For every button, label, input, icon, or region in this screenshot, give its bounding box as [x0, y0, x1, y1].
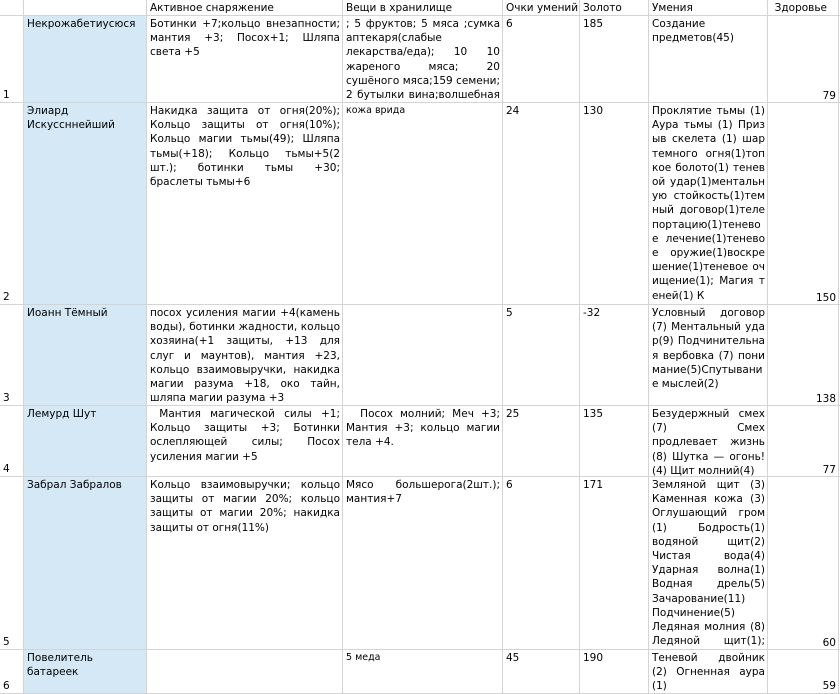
header-health[interactable]: Здоровье — [774, 2, 827, 14]
cell-health[interactable]: 150 — [815, 292, 836, 304]
cell-skill-points[interactable]: 25 — [506, 408, 520, 420]
cell-storage[interactable]: кожа врида — [346, 105, 406, 116]
header-skill-points[interactable]: Очки умений — [506, 2, 579, 14]
cell-gold[interactable]: 185 — [583, 18, 604, 30]
cell-name[interactable]: Некрожабетиусюся — [27, 18, 136, 30]
cell-skills[interactable]: Условный договор(7) Ментальный удар(9) Подчинительная вербовка (7) понимание(5)Спутывание мыслей(2) — [652, 307, 765, 391]
cell-equipment[interactable]: Накидка защита от огня(20%); Кольцо защиты от огня(10%); Кольцо магии тьмы(49); Шляпа тьмы(+18); Кольцо тьмы+5(2 шт.); ботинки тьмы +30; браслеты тьмы+6 — [150, 105, 340, 189]
header-storage[interactable]: Вещи в хранилище — [346, 2, 453, 14]
cell-skills[interactable]: Создание предметов(45) — [652, 18, 734, 45]
cell-health[interactable]: 138 — [815, 393, 836, 405]
cell-skill-points[interactable]: 45 — [506, 652, 520, 664]
cell-skills[interactable]: Земляной щит (3) Каменная кожа (3) Оглушающий гром (1) Бодрость(1) водяной щит(2) Чистая вода(4) Ударная волна(1) Водная дрель(5) Зачарование(11) Подчинение(5) Ледяная молния (8) Ледяной щит(1); — [652, 479, 765, 648]
cell-skill-points[interactable]: 24 — [506, 105, 520, 117]
cell-health[interactable]: 60 — [822, 637, 836, 649]
row-number: 5 — [3, 636, 10, 648]
cell-name[interactable]: Лемурд Шут — [27, 408, 97, 420]
cell-equipment[interactable]: посох усиления магии +4(камень воды), ботинки жадности, кольцо хозяина(+1 защиты, +13 для слуг и маунтов), мантия +23, кольцо взаимовыручки, накидка магии разума +18, око тайн, шляпа магии разума +3 — [150, 307, 340, 405]
row-number: 4 — [3, 463, 10, 475]
cell-health[interactable]: 59 — [822, 680, 836, 692]
cell-storage[interactable]: ; 5 фруктов; 5 мяса ;сумка аптекаря(слабые лекарства/еда); 10 10 жареного мяса; 20 сушёного мяса;159 семени; 2 бутылки вина;волшебная — [346, 18, 500, 102]
cell-storage[interactable] — [343, 305, 503, 406]
cell-storage[interactable]: 5 меда — [346, 652, 381, 663]
cell-skills[interactable]: Безудержный смех (7) Смех продлевает жизнь (8) Шутка — огонь! (4) Щит молний(4) — [652, 408, 765, 477]
cell-equipment[interactable] — [147, 650, 343, 694]
row-number: 2 — [3, 291, 10, 303]
row-number: 1 — [3, 89, 10, 101]
cell-name[interactable]: Забрал Забралов — [27, 479, 122, 491]
cell-gold[interactable]: -32 — [583, 307, 601, 319]
cell-gold[interactable]: 130 — [583, 105, 604, 117]
cell-health[interactable]: 79 — [822, 90, 836, 102]
cell-storage[interactable]: Мясо большерога(2шт.); мантия+7 — [346, 479, 500, 506]
cell-skill-points[interactable]: 6 — [506, 18, 513, 30]
cell-skill-points[interactable]: 5 — [506, 307, 513, 319]
cell-equipment[interactable]: Кольцо взаимовыручки; кольцо защиты от магии 20%; кольцо защиты от магии 20%; накидка защиты от огня(11%) — [150, 479, 340, 534]
cell-equipment[interactable]: Ботинки +7;кольцо внезапности; мантия +3; Посох+1; Шляпа света +5 — [150, 18, 340, 59]
header-skills[interactable]: Умения — [652, 2, 693, 14]
cell-name[interactable]: Иоанн Тёмный — [27, 307, 108, 319]
cell-gold[interactable]: 171 — [583, 479, 604, 491]
cell-skills[interactable]: Проклятие тьмы (1) Аура тьмы (1) Призыв скелета (1) шар темного огня(1)топкое болото(1) теневой удар(1)ментальную стойкость(1)темный договор(1)телепортацию(1)теневое лечение(1)теневое оружие(1)воскрешение(1)теневое очищение(1); Магия теней(1) К — [652, 105, 765, 302]
cell-skills[interactable]: Теневой двойник (2) Огненная аура (1) — [652, 652, 765, 693]
cell-gold[interactable]: 135 — [583, 408, 604, 420]
cell-name[interactable]: Повелитель батареек — [27, 652, 93, 679]
row-number: 6 — [3, 680, 10, 692]
cell-skill-points[interactable]: 6 — [506, 479, 513, 491]
header-gold[interactable]: Золото — [583, 2, 622, 14]
cell-gold[interactable]: 190 — [583, 652, 604, 664]
header-equipment[interactable]: Активное снаряжение — [150, 2, 274, 14]
cell-equipment[interactable]: Мантия магической силы +1; Кольцо защиты +3; Ботинки ослепляющей силы; Посох усиления магии +5 — [150, 408, 340, 463]
cell-storage[interactable]: Посох молний; Меч +3; Мантия +3; кольцо магии тела +4. — [346, 408, 500, 449]
row-number: 3 — [3, 392, 10, 404]
cell-name[interactable]: Элиард Искуссннейший — [27, 105, 115, 132]
cell-health[interactable]: 77 — [822, 464, 836, 476]
